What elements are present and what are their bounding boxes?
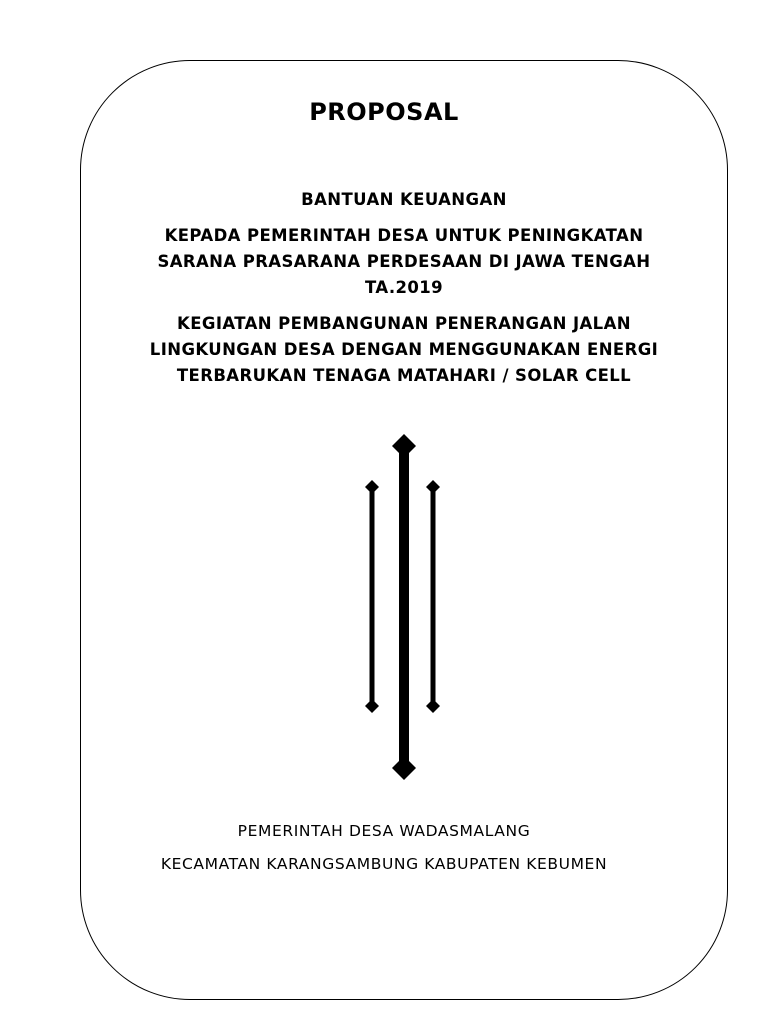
subtitle: BANTUAN KEUANGAN bbox=[301, 190, 507, 209]
center-bar bbox=[399, 442, 409, 772]
left-bar bbox=[370, 488, 375, 706]
right-bar bbox=[431, 488, 436, 706]
left-top-diamond bbox=[365, 480, 379, 494]
purpose-line: SARANA PRASARANA PERDESAAN DI JAWA TENGAH bbox=[157, 252, 651, 271]
purpose-line: KEPADA PEMERINTAH DESA UNTUK PENINGKATAN bbox=[164, 226, 644, 245]
left-bottom-diamond bbox=[365, 699, 379, 713]
document-title: PROPOSAL bbox=[309, 98, 459, 126]
center-top-diamond bbox=[392, 434, 416, 458]
right-bottom-diamond bbox=[426, 699, 440, 713]
activity-line: TERBARUKAN TENAGA MATAHARI / SOLAR CELL bbox=[176, 366, 632, 385]
activity-line: LINGKUNGAN DESA DENGAN MENGGUNAKAN ENERGI bbox=[149, 340, 659, 359]
subtitle-block bbox=[80, 187, 728, 213]
purpose-block bbox=[80, 223, 728, 301]
issuer-name: PEMERINTAH DESA WADASMALANG bbox=[237, 822, 531, 840]
right-top-diamond bbox=[426, 480, 440, 494]
purpose-line: TA.2019 bbox=[364, 278, 444, 297]
activity-block bbox=[80, 311, 728, 389]
activity-line: KEGIATAN PEMBANGUNAN PENERANGAN JALAN bbox=[177, 314, 631, 333]
issuer-location: KECAMATAN KARANGSAMBUNG KABUPATEN KEBUMEN bbox=[160, 855, 608, 873]
center-bottom-diamond bbox=[392, 756, 416, 780]
vertical-diamond-bars-ornament-icon bbox=[360, 432, 450, 782]
